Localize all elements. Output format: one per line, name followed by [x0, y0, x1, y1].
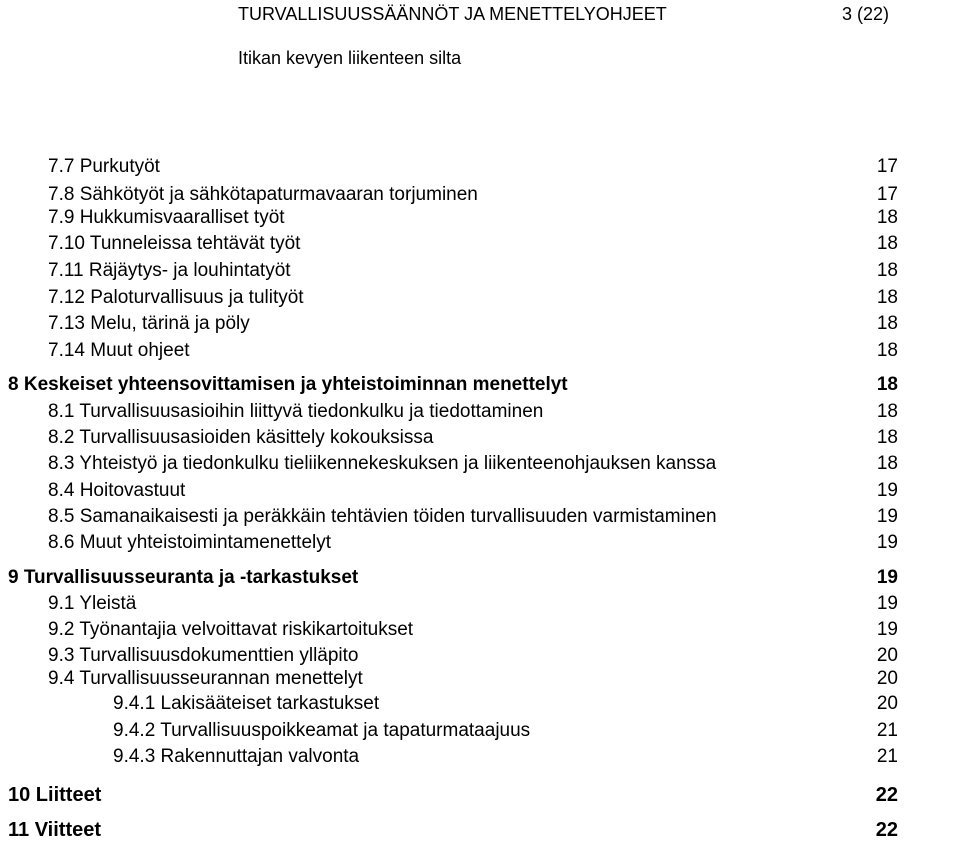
- toc-entry-text: 8.5 Samanaikaisesti ja peräkkäin tehtävien töiden turvallisuuden varmistaminen: [48, 506, 717, 527]
- toc-entry[interactable]: [0, 719, 960, 743]
- toc-entry[interactable]: [0, 286, 960, 310]
- toc-entry-text: 7.7 Purkutyöt: [48, 156, 160, 177]
- toc-entry[interactable]: [0, 592, 960, 616]
- toc-entry[interactable]: [0, 618, 960, 642]
- toc-entry[interactable]: [0, 505, 960, 529]
- toc-entry[interactable]: [0, 452, 960, 476]
- toc-entry-page: 20: [876, 693, 898, 714]
- toc-entry-text: 9.4 Turvallisuusseurannan menettelyt: [48, 668, 363, 689]
- document-subtitle: Itikan kevyen liikenteen silta: [238, 48, 462, 68]
- toc-entry-text: 11 Viitteet: [8, 819, 102, 841]
- toc-entry-page: 19: [876, 593, 898, 614]
- toc-section-heading[interactable]: [0, 783, 960, 807]
- toc-entry[interactable]: [0, 339, 960, 363]
- toc-entry[interactable]: [0, 479, 960, 503]
- toc-entry[interactable]: [0, 183, 960, 207]
- toc-entry[interactable]: [0, 232, 960, 256]
- toc-section-heading[interactable]: [0, 566, 960, 590]
- toc-entry[interactable]: [0, 400, 960, 424]
- toc-entry-page: 18: [876, 374, 898, 395]
- toc-entry[interactable]: [0, 644, 960, 668]
- toc-entry-page: 19: [876, 532, 898, 553]
- toc-entry-text: 7.11 Räjäytys- ja louhintatyöt: [48, 260, 291, 281]
- toc-entry-page: 20: [876, 645, 898, 666]
- toc-entry[interactable]: [0, 312, 960, 336]
- toc-entry-page: 18: [876, 207, 898, 228]
- toc-entry-page: 21: [876, 746, 898, 767]
- toc-entry[interactable]: [0, 692, 960, 716]
- toc-entry-page: 19: [876, 480, 898, 501]
- toc-entry-text: 8.3 Yhteistyö ja tiedonkulku tieliikennekeskuksen ja liikenteenohjauksen kanssa: [48, 453, 717, 474]
- toc-entry-text: 8.4 Hoitovastuut: [48, 480, 186, 501]
- toc-entry-page: 19: [876, 619, 898, 640]
- toc-entry-text: 9.2 Työnantajia velvoittavat riskikartoitukset: [48, 619, 414, 640]
- toc-entry[interactable]: [0, 155, 960, 179]
- toc-entry-page: 17: [876, 184, 898, 205]
- toc-entry-page: 18: [876, 287, 898, 308]
- toc-entry[interactable]: [0, 259, 960, 283]
- toc-entry-text: 8.6 Muut yhteistoimintamenettelyt: [48, 532, 332, 553]
- toc-entry-page: 19: [876, 567, 898, 588]
- toc-entry-text: 7.10 Tunneleissa tehtävät työt: [48, 233, 301, 254]
- toc-entry-page: 20: [876, 668, 898, 689]
- toc-entry-page: 18: [876, 401, 898, 422]
- toc-entry-page: 18: [876, 233, 898, 254]
- toc-entry-text: 8.1 Turvallisuusasioihin liittyvä tiedonkulku ja tiedottaminen: [48, 401, 544, 422]
- toc-entry-text: 8.2 Turvallisuusasioiden käsittely kokouksissa: [48, 427, 434, 448]
- toc-entry[interactable]: [0, 426, 960, 450]
- toc-entry-text: 9.3 Turvallisuusdokumenttien ylläpito: [48, 645, 359, 666]
- toc-entry-page: 22: [875, 819, 898, 841]
- toc-entry-text: 7.13 Melu, tärinä ja pöly: [48, 313, 250, 334]
- toc-section-heading[interactable]: [0, 818, 960, 842]
- toc-entry-text: 10 Liitteet: [8, 784, 102, 806]
- toc-entry-page: 22: [875, 784, 898, 806]
- toc-entry-page: 18: [876, 453, 898, 474]
- toc-entry-text: 9.4.1 Lakisääteiset tarkastukset: [113, 693, 380, 714]
- toc-entry-page: 19: [876, 506, 898, 527]
- toc-entry[interactable]: [0, 745, 960, 769]
- toc-entry-page: 18: [876, 340, 898, 361]
- toc-entry-page: 18: [876, 427, 898, 448]
- toc-entry-text: 9.4.3 Rakennuttajan valvonta: [113, 746, 360, 767]
- toc-entry-text: 7.14 Muut ohjeet: [48, 340, 190, 361]
- document-header-title: TURVALLISUUSSÄÄNNÖT JA MENETTELYOHJEET: [238, 4, 667, 24]
- toc-entry-page: 21: [876, 720, 898, 741]
- toc-entry-text: 7.9 Hukkumisvaaralliset työt: [48, 207, 285, 228]
- toc-entry-text: 9.4.2 Turvallisuuspoikkeamat ja tapaturmataajuus: [113, 720, 531, 741]
- toc-entry-text: 7.8 Sähkötyöt ja sähkötapaturmavaaran torjuminen: [48, 184, 478, 205]
- toc-entry-page: 17: [876, 156, 898, 177]
- toc-entry-text: 8 Keskeiset yhteensovittamisen ja yhteistoiminnan menettelyt: [8, 374, 568, 395]
- toc-entry-text: 9.1 Yleistä: [48, 593, 137, 614]
- toc-section-heading[interactable]: [0, 373, 960, 397]
- toc-entry[interactable]: [0, 667, 960, 691]
- toc-entry[interactable]: [0, 531, 960, 555]
- page-number: 3 (22): [842, 4, 890, 24]
- toc-entry-page: 18: [876, 260, 898, 281]
- toc-entry-text: 7.12 Paloturvallisuus ja tulityöt: [48, 287, 304, 308]
- toc-entry-page: 18: [876, 313, 898, 334]
- toc-entry[interactable]: [0, 206, 960, 230]
- toc-entry-text: 9 Turvallisuusseuranta ja -tarkastukset: [8, 567, 359, 588]
